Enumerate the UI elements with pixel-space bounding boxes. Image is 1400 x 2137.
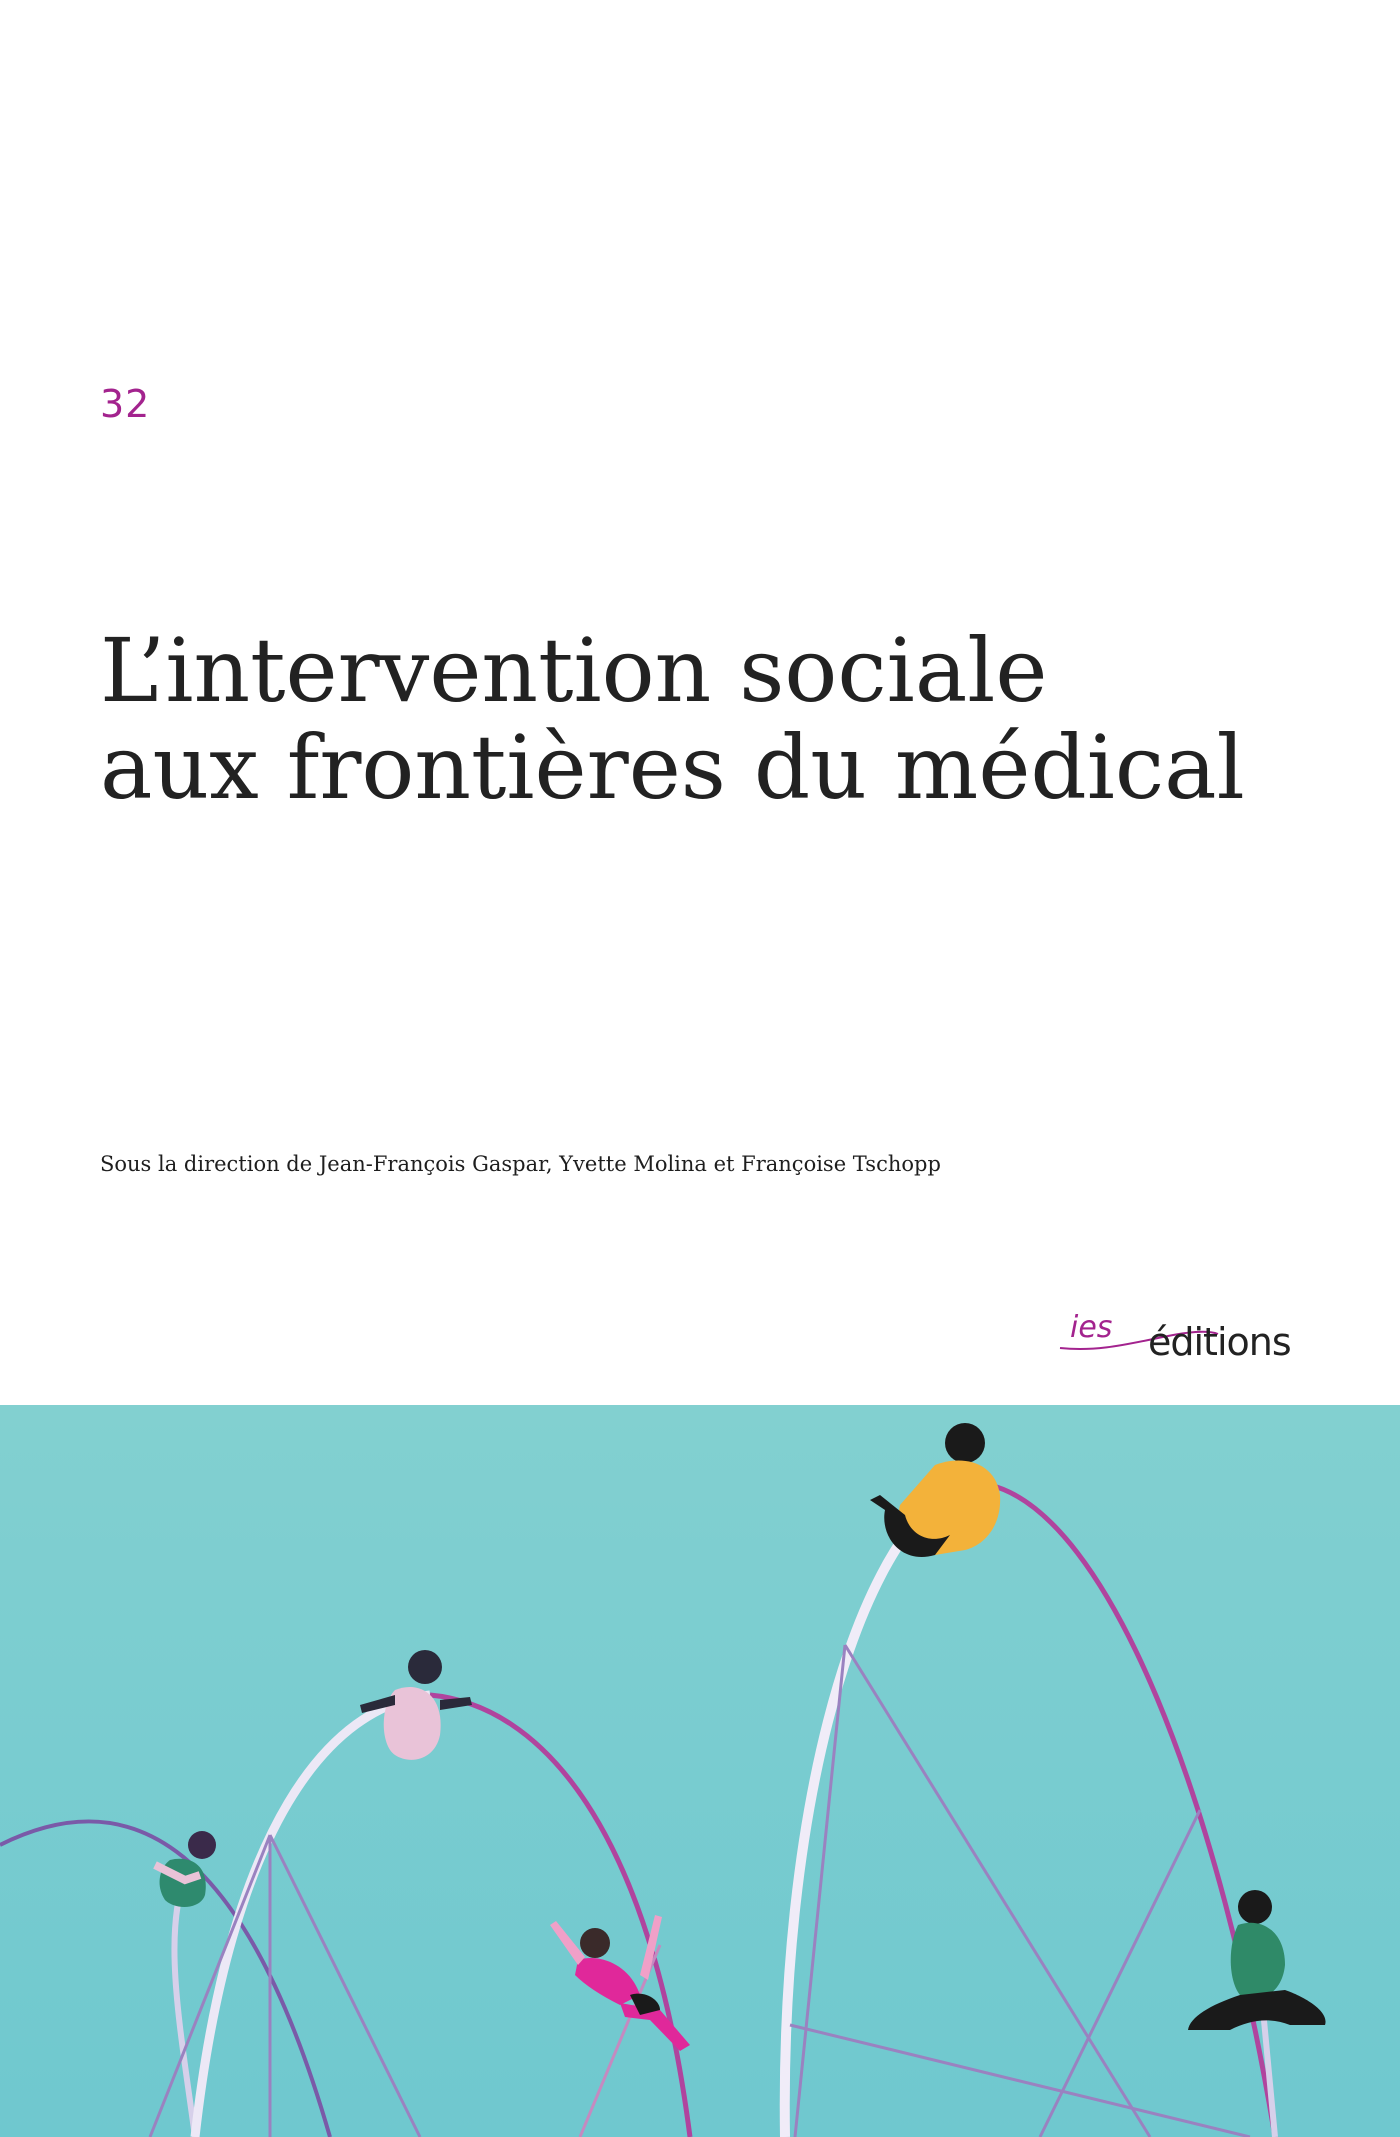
logo-editions: éditions <box>1148 1320 1291 1364</box>
editors-line: Sous la direction de Jean-François Gaspar, Yvette Molina et Françoise Tschopp <box>100 1152 941 1176</box>
cover-illustration <box>0 1405 1400 2137</box>
logo-ies: ies <box>1070 1310 1113 1345</box>
book-title <box>100 619 1340 819</box>
book-title-line-1: L’intervention sociale <box>100 619 1048 722</box>
publisher-logo <box>1058 1310 1298 1370</box>
book-title-line-2: aux frontières du médical <box>100 716 1245 819</box>
series-number: 32 <box>100 382 151 426</box>
